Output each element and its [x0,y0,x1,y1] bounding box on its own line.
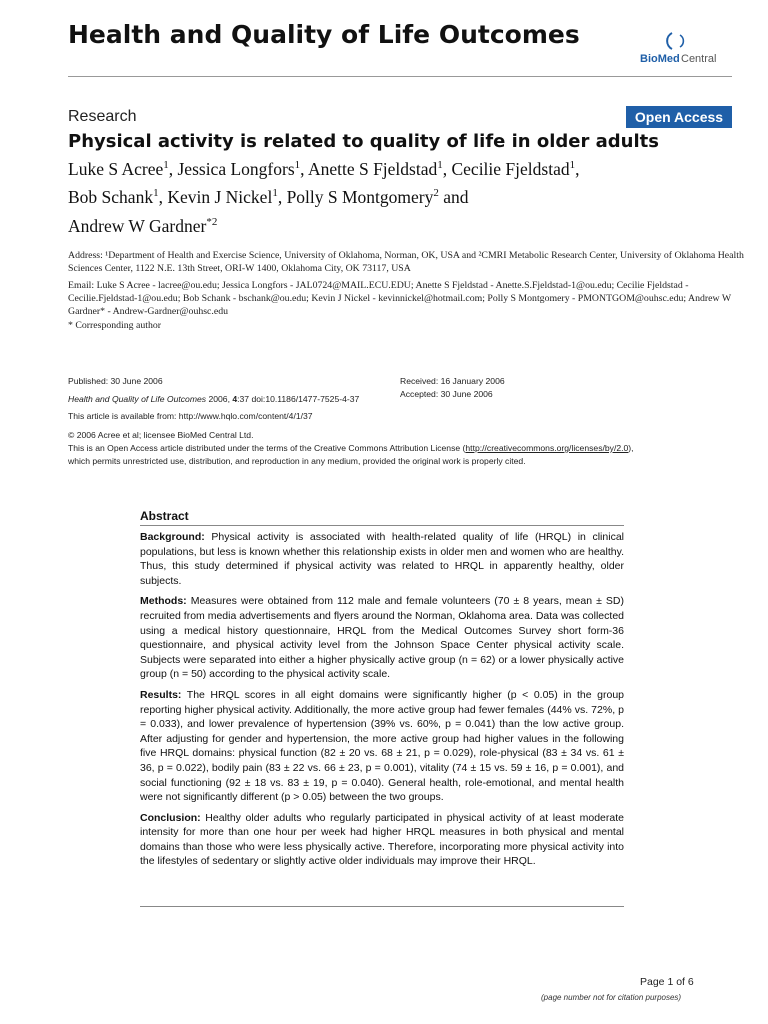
author-affiliation-sup: 1 [163,159,169,171]
abstract-section-label: Conclusion: [140,811,201,824]
journal-title: Health and Quality of Life Outcomes [68,20,580,49]
author-separator: , [277,187,287,208]
abstract-section-label: Background: [140,531,205,543]
author-separator: , [158,187,168,208]
author-emails: Email: Luke S Acree - lacree@ou.edu; Jessica Longfors - JAL0724@MAIL.ECU.EDU; Anette S Fjeldstad - Anette.S.Fjeldstad-1@ou.edu; Cecilie Fjeldstad - Cecilie.Fjeldstad-1@ou.edu; Bob Schank - bschank@ou.edu; Kevin J Nickel - kevinnickel@hotmail.com; Polly S Montgomery - PMONTGOM@ouhsc.edu; Andrew W Gardner* - Andrew-Gardner@ouhsc.edu [68,280,731,317]
author-separator: , [300,158,308,179]
article-url[interactable]: This article is available from: http://www.hqlo.com/content/4/1/37 [68,411,313,421]
abstract-section-text: Physical activity is associated with health-related quality of life (HRQL) in clinical populations, but less is known whether this relationship exists in older men and women who are healthy. Thus, this study determined if physical activity was related to HRQL in apparently healthy, older subjects. [140,531,624,587]
copyright-block [68,429,758,468]
abstract-section [140,688,624,805]
author-address: Address: ¹Department of Health and Exercise Science, University of Oklahoma, Norman, OK, USA and ²CMRI Metabolic Research Center, University of Oklahoma Health Sciences Center, 1122 N.E. 13th Street, ORI-W 1400, Oklahoma City, OK 73117, USA [68,250,744,274]
author-affiliation-sup: 1 [153,187,159,200]
abstract-bottom-rule [140,906,624,907]
author-affiliation-sup: 1 [437,159,443,171]
citation-year: 2006, [206,394,233,404]
abstract-box [140,509,624,875]
license-link[interactable]: http://creativecommons.org/licenses/by/2.0 [465,443,629,453]
author-name: Polly S Montgomery [286,187,434,208]
header-divider [68,76,732,77]
citation-journal: Health and Quality of Life Outcomes [68,394,207,404]
abstract-section [140,530,624,588]
published-date: Published: 30 June 2006 [68,376,163,386]
logo-biomed-text: BioMed [640,53,680,65]
page-number: Page 1 of 6 [640,976,694,988]
author-affiliation-sup: *2 [206,215,218,228]
accepted-date: Accepted: 30 June 2006 [400,389,493,399]
license-terms-line: which permits unrestricted use, distribution, and reproduction in any medium, provided the original work is properly cited. [68,456,526,466]
author-affiliation-sup: 2 [433,187,439,200]
author-affiliation-sup: 1 [294,159,301,171]
abstract-section [140,811,624,869]
logo-central-text: Central [681,53,717,65]
abstract-top-rule [140,525,624,526]
license-text-end: ), [628,443,634,453]
biomed-central-logo[interactable] [640,30,730,70]
author-separator: , [575,158,580,179]
open-access-badge[interactable]: Open Access [626,106,732,128]
author-name: Kevin J Nickel [167,187,273,208]
abstract-section-text: Measures were obtained from 112 male and female volunteers (70 ± 8 years, mean ± SD) recruited from media advertisements and flyers around the Norman, Oklahoma area. Data was collected using a medical history questionnaire, HRQL from the Medical Outcomes Survey short form-36 questionnaire, and physical activity level from the Johnson Space Center physical activity scale. Subjects were separated into either a higher physically active group (n = 62) or a lower physically active group (n = 50) according to the physical activity scale. [140,595,624,681]
author-list [68,153,708,238]
abstract-section-text: The HRQL scores in all eight domains were significantly higher (p < 0.05) in the group reporting higher physical activity. Additionally, the more active group had fewer females (44% vs. 72%, p = 0.033), and lower prevalence of hypertension (39% vs. 60%, p = 0.041) than the low active group. After adjusting for gender and hypertension, the more active group had higher values in the following five HRQL domains: physical function (82 ± 20 vs. 68 ± 21, p = 0.029), role-physical (83 ± 34 vs. 61 ± 36, p = 0.022), bodily pain (83 ± 22 vs. 66 ± 23, p = 0.001), vitality (74 ± 15 vs. 59 ± 16, p = 0.001), and social functioning (92 ± 18 vs. 83 ± 19, p = 0.040). General health, role-emotional, and mental health were not significantly different (p > 0.05) between the two groups. [140,688,624,804]
author-separator: and [438,187,469,208]
article-title: Physical activity is related to quality of life in older adults [68,131,659,152]
corresponding-author-note: * Corresponding author [68,320,162,331]
copyright-line: © 2006 Acree et al; licensee BioMed Central Ltd. [68,430,254,440]
author-affiliation-sup: 1 [272,187,278,200]
citation-line [68,393,359,406]
author-name: Bob Schank [68,187,154,208]
abstract-section-label: Results: [140,688,182,701]
author-name: Anette S Fjeldstad [307,158,438,179]
article-section-label: Research [68,108,137,125]
author-affiliation-sup: 1 [569,159,576,171]
page-number-note: (page number not for citation purposes) [541,993,682,1002]
license-text: This is an Open Access article distributed under the terms of the Creative Commons Attribution License ( [68,443,466,453]
license-line [68,442,758,455]
author-separator: , [168,158,178,179]
abstract-heading: Abstract [140,509,189,523]
citation-doi: :37 doi:10.1186/1477-7525-4-37 [237,394,360,404]
author-name: Luke S Acree [68,158,164,179]
received-date: Received: 16 January 2006 [400,376,505,386]
author-name: Cecilie Fjeldstad [451,158,570,179]
citation-volume: 4 [232,394,238,404]
author-name: Andrew W Gardner [68,215,207,236]
author-separator: , [442,158,452,179]
author-name: Jessica Longfors [177,158,295,179]
abstract-section-label: Methods: [140,595,187,608]
abstract-section [140,594,624,682]
abstract-body [140,530,624,869]
biomed-swirl-icon [666,30,688,52]
abstract-section-text: Healthy older adults who regularly participated in physical activity of at least moderate intensity for more than one hour per week had higher HRQL measures in both physical and mental domains than those who were less physically active. Therefore, incorporating more physical activity into the lifestyles of sedentary or slightly active older individuals may improve their HRQL. [140,811,624,868]
